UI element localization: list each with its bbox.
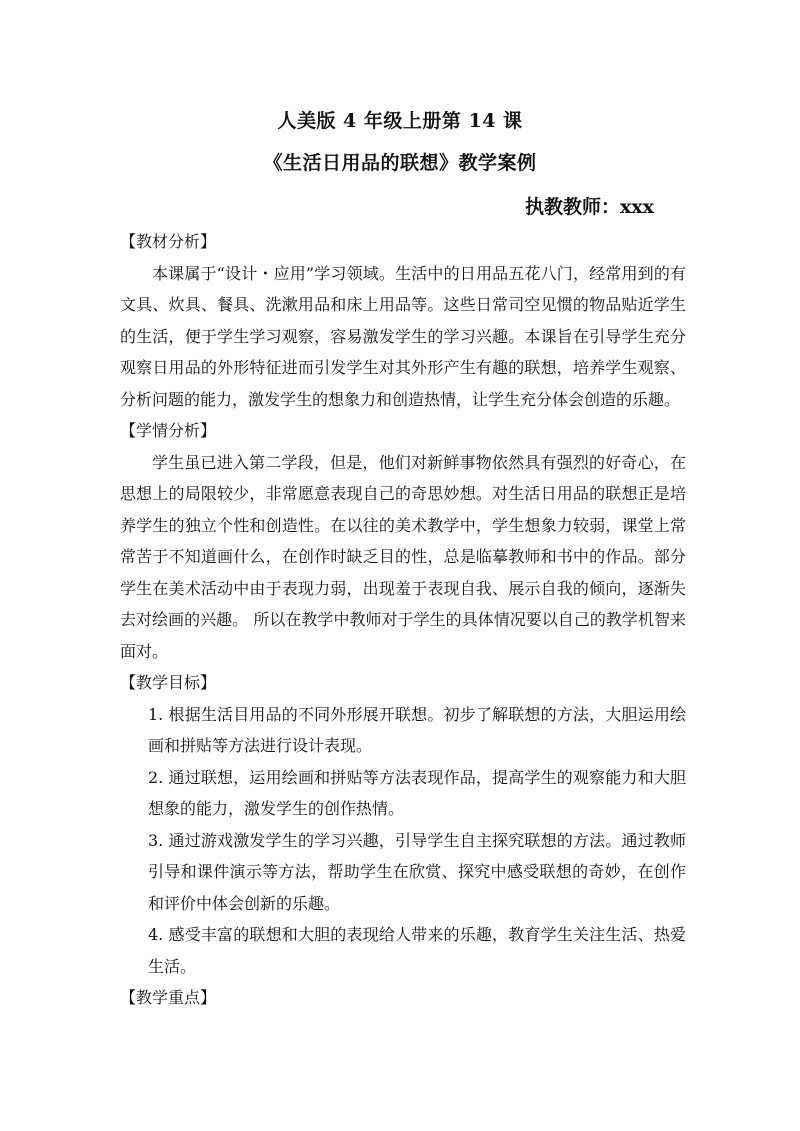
teaching-goal-item: 1. 根据生活目用品的不同外形展开联想。初步了解联想的方法，大胆运用绘画和拼贴等方法进行设计表现。 xyxy=(148,704,686,755)
document-body xyxy=(120,226,686,1014)
student-analysis-paragraph: 学生虽已进入第二学段，但是，他们对新鲜事物依然具有强烈的好奇心，在思想上的局限较少，非常愿意表现自己的奇思妙想。对生活日用品的联想正是培养学生的独立个性和创造性。在以往的美术教学中，学生想象力较弱，课堂上常常苦于不知道画什么，在创作时缺乏目的性，总是临摹教师和书中的作品。部分学生在美术活动中由于表现力弱，出现羞于表现自我、展示自我的倾向，逐渐失去对绘画的兴趣。 所以在教学中教师对于学生的具体情况要以自己的教学机智来面对。 xyxy=(120,452,686,661)
teacher-name: 执教教师：xxx xyxy=(525,196,654,218)
material-analysis-paragraph: 本课属于“设计・应用”学习领域。生活中的日用品五花八门，经常用到的有文具、炊具、餐具、洗漱用品和床上用品等。这些日常司空见惯的物品贴近学生的生活，便于学生学习观察，容易激发学生的学习兴趣。本课旨在引导学生充分观察日用品的外形特征进而引发学生对其外形产生有趣的联想，培养学生观察、分析问题的能力，激发学生的想象力和创造热情，让学生充分体会创造的乐趣。 xyxy=(120,263,686,409)
section-heading-students: 【学情分析】 xyxy=(120,421,217,440)
section-heading-material: 【教材分析】 xyxy=(120,232,217,251)
teaching-goal-item: 3. 通过游戏激发学生的学习兴趣，引导学生自主探究联想的方法。通过教师引导和课件演示等方法，帮助学生在欣赏、探究中感受联想的奇妙，在创作和评价中体会创新的乐趣。 xyxy=(148,830,686,913)
section-heading-key-points: 【教学重点】 xyxy=(120,988,217,1007)
teaching-goal-item: 4. 感受丰富的联想和大胆的表现给人带来的乐趣，教育学生关注生活、热爱生活。 xyxy=(148,925,686,976)
document-title-line2: 《生活日用品的联想》教学案例 xyxy=(263,152,537,174)
teaching-goal-item: 2. 通过联想，运用绘画和拼贴等方法表现作品，提高学生的观察能力和大胆想象的能力，激发学生的创作热情。 xyxy=(148,767,686,818)
document-title-line1: 人美版 4 年级上册第 14 课 xyxy=(277,110,523,132)
section-heading-goals: 【教学目标】 xyxy=(120,673,217,692)
